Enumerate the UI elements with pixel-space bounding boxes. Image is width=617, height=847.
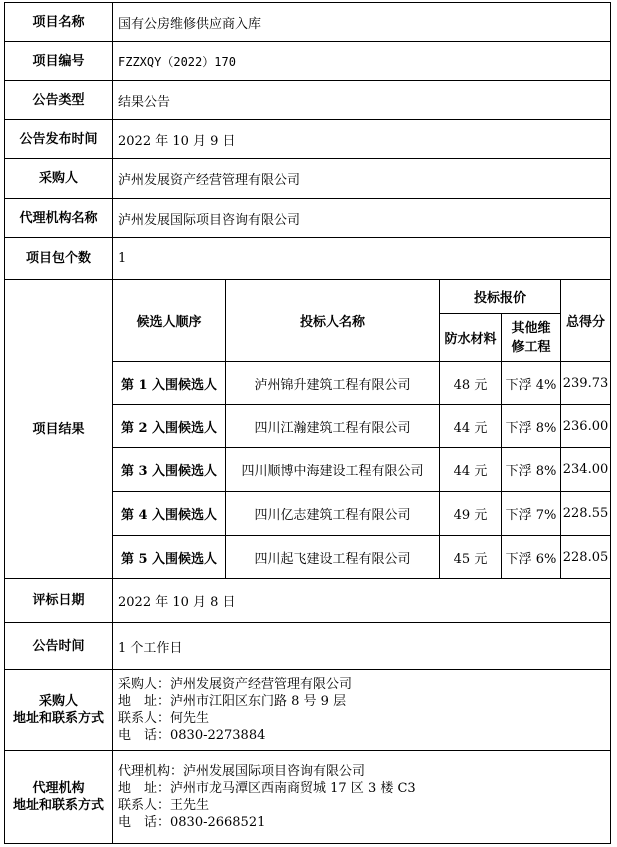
- value-review-date: 2022 年 10 月 8 日: [118, 595, 236, 610]
- candidate-waterproof: 45 元: [440, 536, 502, 579]
- value-purchaser: 泸州发展资产经营管理有限公司: [118, 173, 301, 188]
- value-notice-type: 结果公告: [118, 94, 171, 110]
- agency-contact-person: 联系人：王先生: [118, 798, 210, 813]
- purchaser-contact-address: 地 址：泸州市江阳区东门路 8 号 9 层: [118, 694, 347, 709]
- candidate-name: 四川亿志建筑工程有限公司: [226, 492, 440, 536]
- header-waterproof: 防水材料: [440, 314, 502, 362]
- row-review-date: [5, 579, 610, 623]
- label-notice-period: 公告时间: [5, 623, 113, 669]
- value-project-no: FZZXQY（2022）170: [118, 54, 236, 69]
- value-agency-contact: [113, 751, 610, 843]
- candidate-score: 236.00: [561, 405, 610, 448]
- value-publish-time: 2022 年 10 月 9 日: [118, 133, 236, 149]
- candidate-other: 下浮 6%: [502, 536, 561, 579]
- purchaser-contact-name: 采购人：泸州发展资产经营管理有限公司: [118, 677, 353, 692]
- header-bidder: 投标人名称: [226, 280, 440, 362]
- row-agency: [5, 199, 610, 238]
- notice-table: [4, 2, 611, 844]
- label-agency-contact-line2: 地址和联系方式: [12, 798, 104, 813]
- label-project-name: 项目名称: [5, 3, 113, 41]
- candidate-other: 下浮 8%: [502, 448, 561, 492]
- purchaser-contact-phone: 电 话：0830-2273884: [118, 728, 266, 743]
- label-project-no: 项目编号: [5, 42, 113, 80]
- candidate-order: 第 4 入围候选人: [113, 492, 226, 536]
- candidate-other: 下浮 8%: [502, 405, 561, 448]
- row-notice-type: [5, 81, 610, 120]
- value-project-name: 国有公房维修供应商入库: [118, 16, 262, 32]
- header-order: 候选人顺序: [113, 280, 226, 362]
- candidate-waterproof: 48 元: [440, 362, 502, 405]
- header-score: 总得分: [561, 280, 610, 362]
- row-publish-time: [5, 120, 610, 159]
- agency-contact-name: 代理机构：泸州发展国际项目咨询有限公司: [118, 764, 366, 779]
- candidate-other: 下浮 4%: [502, 362, 561, 405]
- label-review-date: 评标日期: [5, 579, 113, 622]
- label-package-count: 项目包个数: [5, 238, 113, 279]
- purchaser-contact-person: 联系人：何先生: [118, 711, 210, 726]
- label-purchaser-contact-line1: 采购人: [38, 694, 78, 709]
- candidate-score: 228.05: [562, 550, 609, 565]
- candidate-order: 第 3 入围候选人: [113, 448, 226, 492]
- header-quote: 投标报价: [440, 280, 561, 314]
- row-results: [5, 280, 610, 579]
- candidate-name: 四川起飞建设工程有限公司: [226, 536, 440, 579]
- row-purchaser: [5, 159, 610, 199]
- value-agency: 泸州发展国际项目咨询有限公司: [118, 212, 301, 228]
- agency-contact-address: 地 址：泸州市龙马潭区西南商贸城 17 区 3 楼 C3: [118, 781, 416, 796]
- candidate-other: 下浮 7%: [502, 492, 561, 536]
- candidate-score: 228.55: [561, 492, 610, 536]
- row-purchaser-contact: [5, 670, 610, 751]
- value-notice-period: 1 个工作日: [118, 640, 183, 656]
- label-agency: 代理机构名称: [5, 199, 113, 237]
- label-agency-contact-line1: 代理机构: [32, 781, 85, 796]
- candidate-score: 234.00: [561, 448, 610, 492]
- candidate-name: 四川顺博中海建设工程有限公司: [226, 448, 440, 492]
- results-table: [113, 280, 610, 578]
- row-project-name: [5, 3, 610, 42]
- candidate-waterproof: 44 元: [440, 448, 502, 492]
- label-notice-type: 公告类型: [5, 81, 113, 119]
- label-publish-time: 公告发布时间: [5, 120, 113, 158]
- candidate-name: 泸州锦升建筑工程有限公司: [226, 362, 440, 405]
- label-purchaser-contact-line2: 地址和联系方式: [12, 711, 104, 726]
- candidate-name: 四川江瀚建筑工程有限公司: [226, 405, 440, 448]
- label-purchaser: 采购人: [5, 159, 113, 198]
- row-agency-contact: [5, 751, 610, 843]
- candidate-waterproof: 44 元: [440, 405, 502, 448]
- header-other: 其他维修工程: [502, 314, 561, 362]
- row-package-count: [5, 238, 610, 280]
- candidate-waterproof: 49 元: [440, 492, 502, 536]
- value-package-count: 1: [118, 251, 127, 266]
- candidate-order: 第 1 入围候选人: [113, 362, 226, 405]
- agency-contact-phone: 电 话：0830-2668521: [118, 815, 266, 830]
- candidate-score: 239.73: [561, 362, 610, 405]
- value-purchaser-contact: [113, 670, 610, 750]
- label-results: 项目结果: [5, 280, 113, 578]
- candidate-order: 第 5 入围候选人: [113, 536, 226, 579]
- label-agency-contact: [5, 751, 113, 843]
- row-project-no: [5, 42, 610, 81]
- candidate-order: 第 2 入围候选人: [113, 405, 226, 448]
- row-notice-period: [5, 623, 610, 670]
- label-purchaser-contact: [5, 670, 113, 750]
